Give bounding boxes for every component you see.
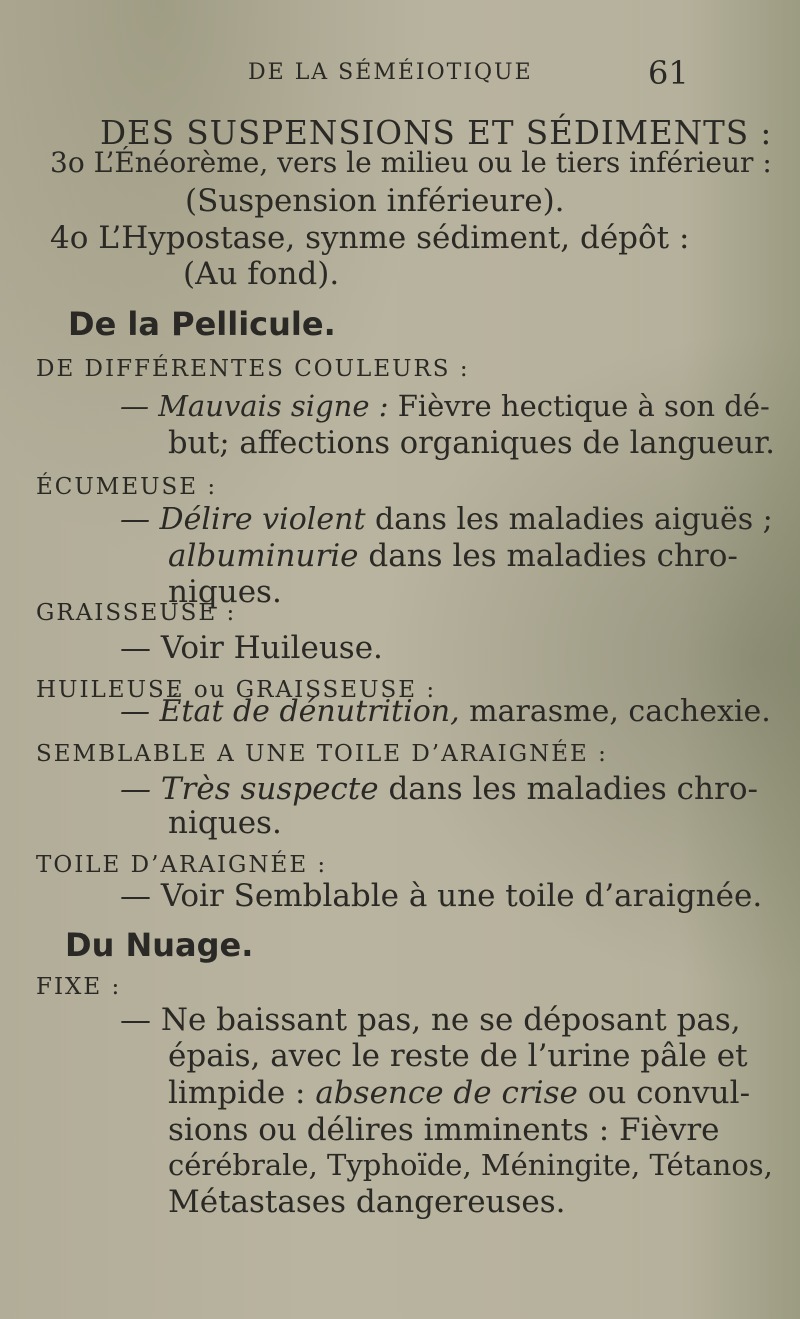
running-head [0,54,800,96]
huileuse-text: marasme, cachexie. [459,694,771,729]
nuage-line-5: cérébrale, Typhoïde, Méningite, Tétanos, [168,1148,773,1182]
semblable-line-1 [120,771,758,807]
toile-line-1: — Voir Semblable à une toile d’araignée. [120,878,763,914]
semblable-italic: — Très suspecte [120,771,379,807]
huileuse-italic: — État de dénutrition, [120,694,460,729]
ecumeuse-line-2 [168,538,738,574]
couleurs-label: DE DIFFÉRENTES COULEURS : [36,356,470,382]
couleurs-text: Fièvre hectique à son dé- [388,389,770,423]
item-3-line-2: (Suspension inférieure). [185,183,565,219]
nuage-title: Du Nuage. [65,926,254,964]
ecumeuse-label: ÉCUMEUSE : [36,474,218,500]
nuage-line-3 [168,1075,750,1111]
item-3-line-1: 3o L’Énéorème, vers le milieu ou le tiers inférieur : [50,146,772,179]
semblable-label: SEMBLABLE A UNE TOILE D’ARAIGNÉE : [36,741,608,767]
item-4-line-2: (Au fond). [183,256,340,292]
item-4-line-1: 4o L’Hypostase, synme sédiment, dépôt : [50,220,690,256]
ecumeuse-line-3: niques. [168,574,282,610]
nuage-line-6: Métastases dangereuses. [168,1184,566,1220]
nuage-line-3-post: ou convul- [577,1075,751,1111]
huileuse-label: HUILEUSE ou GRAISSEUSE : [36,677,437,703]
graisseuse-line-1: — Voir Huileuse. [120,630,383,666]
ecumeuse-italic: — Délire violent [120,502,366,537]
couleurs-line-2: but; affections organiques de langueur. [168,426,775,461]
section-heading: DES SUSPENSIONS ET SÉDIMENTS : [100,114,773,152]
fixe-label: FIXE : [36,974,122,1000]
semblable-text: dans les maladies chro- [378,771,758,807]
ecumeuse-line-1 [120,502,773,537]
page-number: 61 [648,54,689,92]
ecumeuse-text-2: dans les maladies chro- [358,538,738,574]
pellicule-title: De la Pellicule. [68,305,336,343]
semblable-line-2: niques. [168,805,282,841]
huileuse-line-1 [120,694,771,729]
toile-label: TOILE D’ARAIGNÉE : [36,852,328,878]
couleurs-line-1 [120,389,770,423]
graisseuse-label: GRAISSEUSE : [36,600,237,626]
nuage-line-3-italic: absence de crise [315,1075,578,1111]
nuage-line-4: sions ou délires imminents : Fièvre [168,1112,720,1148]
ecumeuse-italic-2: albuminurie [168,538,359,574]
running-head-title: DE LA SÉMÉIOTIQUE [248,60,533,85]
nuage-line-3-pre: limpide : [168,1075,316,1111]
couleurs-italic: — Mauvais signe : [120,389,389,423]
nuage-line-2: épais, avec le reste de l’urine pâle et [168,1038,748,1074]
nuage-line-1: — Ne baissant pas, ne se déposant pas, [120,1002,741,1038]
ecumeuse-text: dans les maladies aiguës ; [365,502,773,537]
